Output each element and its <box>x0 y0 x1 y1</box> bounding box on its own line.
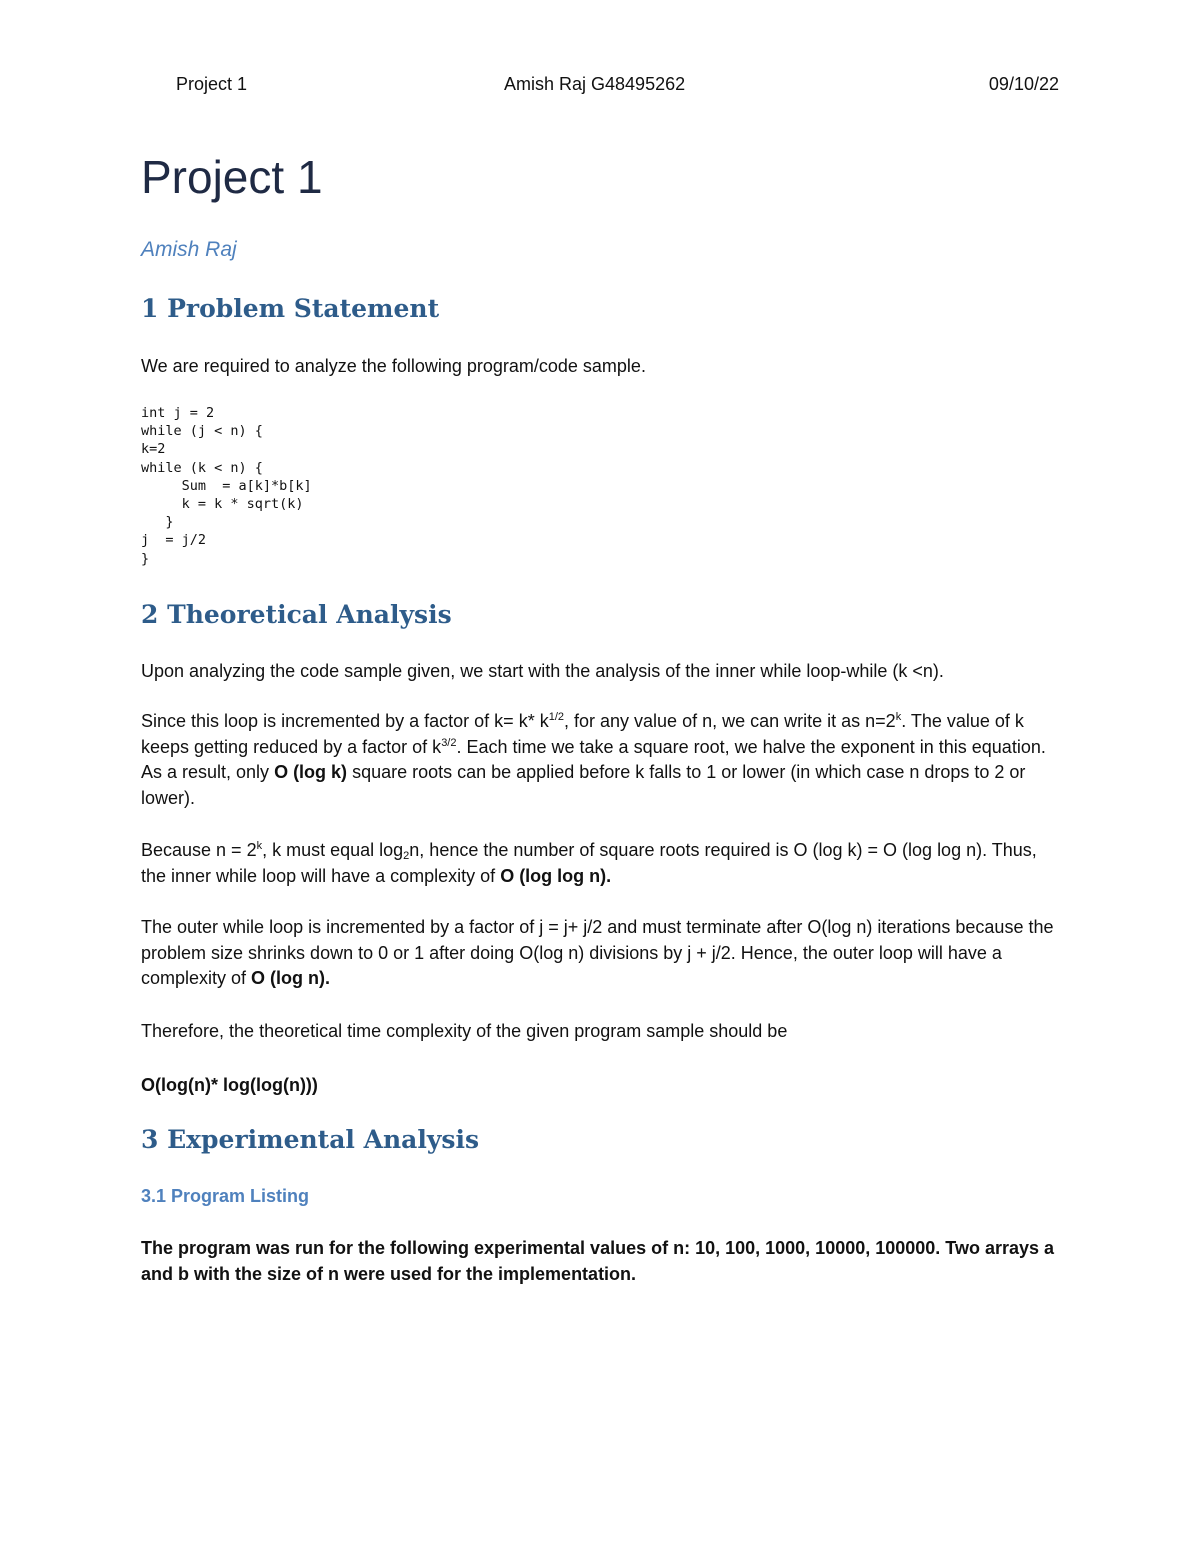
analysis-paragraph-3 <box>141 838 1061 889</box>
p2-text-a: Since this loop is incremented by a factor of k= k* k <box>141 711 549 731</box>
header-date: 09/10/22 <box>988 74 1059 94</box>
subsection-heading-program-listing: 3.1 Program Listing <box>141 1186 310 1206</box>
header-author-id: Amish Raj G48495262 <box>504 74 686 94</box>
p2-sup-3: 3/2 <box>441 736 457 749</box>
p2-text-b: , for any value of n, we can write it as n=2 <box>564 711 896 731</box>
code-sample: int j = 2 while (j < n) { k=2 while (k < n) { Sum = a[k]*b[k] k = k * sqrt(k) } j = j/2 } <box>141 405 312 567</box>
p2-sup-2: k <box>895 711 902 723</box>
p4-text-a: The outer while loop is incremented by a factor of j = j+ j/2 and must terminate after O(log n) iterations because the problem size shrinks down to 0 or 1 after doing O(log n) divisions by j + j/2. Hence, the outer loop will have a complexity of <box>141 917 1054 988</box>
p4-bold-complexity: O (log n). <box>251 968 331 988</box>
analysis-paragraph-5: Therefore, the theoretical time complexity of the given program sample should be <box>141 1021 788 1041</box>
page-header <box>176 74 1059 98</box>
problem-intro-paragraph: We are required to analyze the following program/code sample. <box>141 356 646 376</box>
analysis-paragraph-1: Upon analyzing the code sample given, we start with the analysis of the inner while loop-while (k <n). <box>141 661 944 681</box>
analysis-paragraph-2 <box>141 709 1061 811</box>
p2-sup-1: 1/2 <box>548 711 564 723</box>
p3-sup: k <box>256 840 263 852</box>
section-heading-problem-statement: 1 Problem Statement <box>141 294 440 323</box>
p2-text-c: . The value of k keeps getting reduced by a factor of k <box>141 711 1024 757</box>
analysis-paragraph-4 <box>141 915 1061 992</box>
p2-bold-complexity: O (log k) <box>274 762 348 782</box>
p2-text-d: . Each time we take a square root, we halve the exponent in this equation. As a result, only <box>141 736 1046 782</box>
p3-sub: 2 <box>403 850 410 862</box>
p2-text-e: square roots can be applied before k falls to 1 or lower (in which case n drops to 2 or lower). <box>141 762 1026 808</box>
p3-text-a: Because n = 2 <box>141 840 257 860</box>
complexity-result: O(log(n)* log(log(n))) <box>141 1075 318 1095</box>
section-heading-theoretical-analysis: 2 Theoretical Analysis <box>141 600 452 629</box>
section-heading-experimental-analysis: 3 Experimental Analysis <box>141 1125 480 1154</box>
header-project-label: Project 1 <box>176 74 248 94</box>
p3-text-c: n, hence the number of square roots required is O (log k) = O (log log n). Thus, the inner while loop will have a complexity of <box>141 840 1037 886</box>
document-subtitle: Amish Raj <box>141 238 237 261</box>
document-title: Project 1 <box>141 151 323 203</box>
experimental-paragraph: The program was run for the following experimental values of n: 10, 100, 1000, 10000, 100000. Two arrays a and b with the size of n were used for the implementation. <box>141 1238 1055 1284</box>
p3-bold-complexity: O (log log n). <box>500 865 612 886</box>
p3-text-b: , k must equal log <box>262 840 404 860</box>
